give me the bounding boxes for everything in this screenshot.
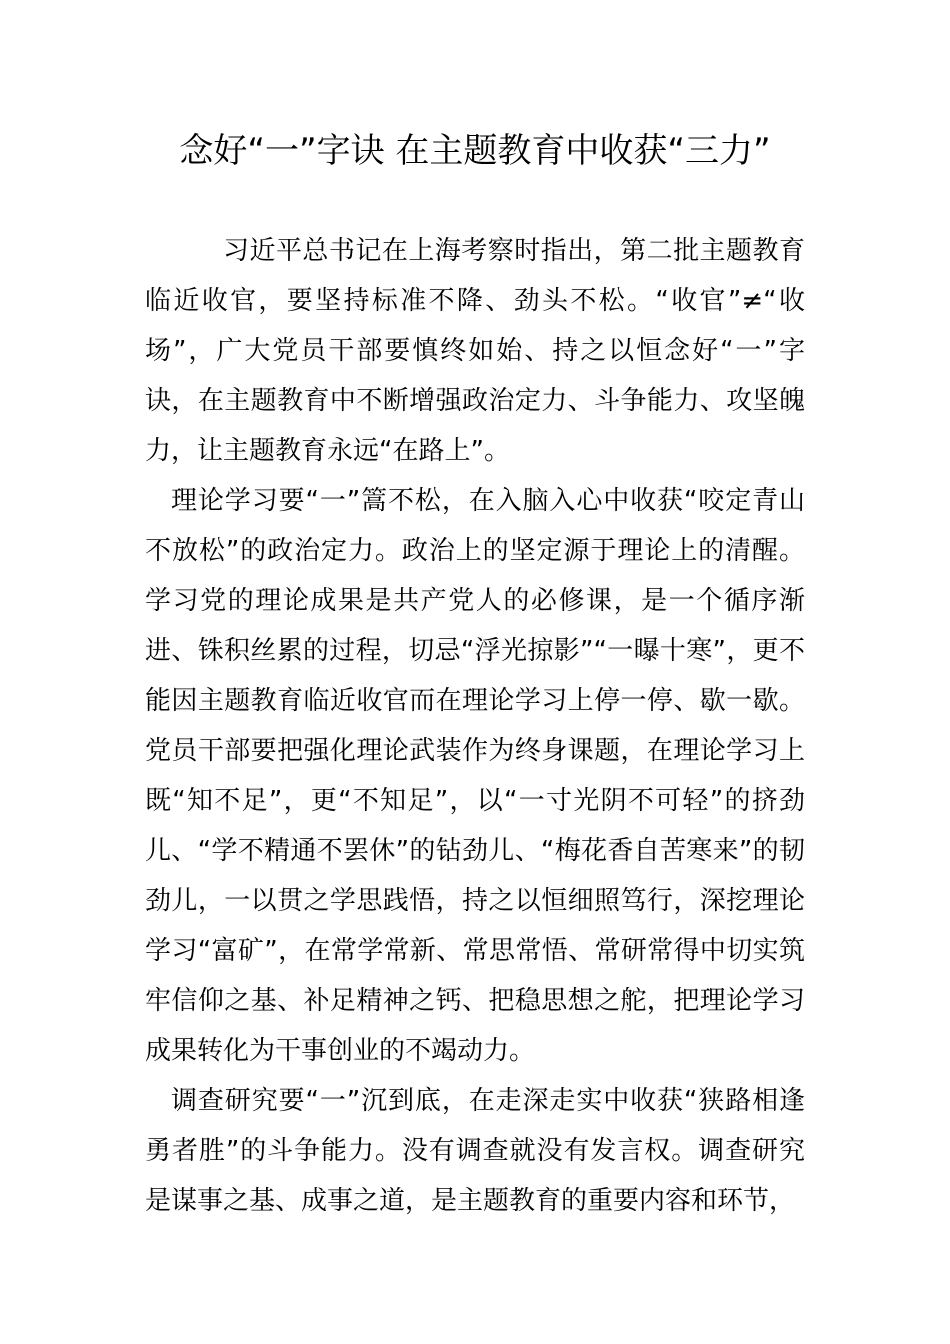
document-title: 念好“一”字诀 在主题教育中收获“三力”: [179, 131, 771, 171]
paragraph-theory-study: 理论学习要“一”篙不松，在入脑入心中收获“咬定青山不放松”的政治定力。政治上的坚定源于理论上的清醒。学习党的理论成果是共产党人的必修课，是一个循序渐进、铢积丝累的过程，切忌“浮光掠影”“一曝十寒”，更不能因主题教育临近收官而在理论学习上停一停、歇一歇。党员干部要把强化理论武装作为终身课题，在理论学习上既“知不足”，更“不知足”，以“一寸光阴不可轻”的挤劲儿、“学不精通不罢休”的钻劲儿、“梅花香自苦寒来”的韧劲儿，一以贯之学思践悟，持之以恒细照笃行，深挖理论学习“富矿”，在常学常新、常思常悟、常研常得中切实筑牢信仰之基、补足精神之钙、把稳思想之舵，把理论学习成果转化为干事创业的不竭动力。: [145, 486, 805, 1066]
paragraph-intro: 习近平总书记在上海考察时指出，第二批主题教育临近收官，要坚持标准不降、劲头不松。“收官”≠“收场”，广大党员干部要慎终如始、持之以恒念好“一”字诀，在主题教育中不断增强政治定力、斗争能力、攻坚魄力，让主题教育永远“在路上”。: [145, 236, 805, 466]
paragraph-investigation: 调查研究要“一”沉到底，在走深走实中收获“狭路相逢勇者胜”的斗争能力。没有调查就没有发言权。调查研究是谋事之基、成事之道，是主题教育的重要内容和环节，: [145, 1086, 805, 1216]
document-body: [145, 226, 805, 1226]
